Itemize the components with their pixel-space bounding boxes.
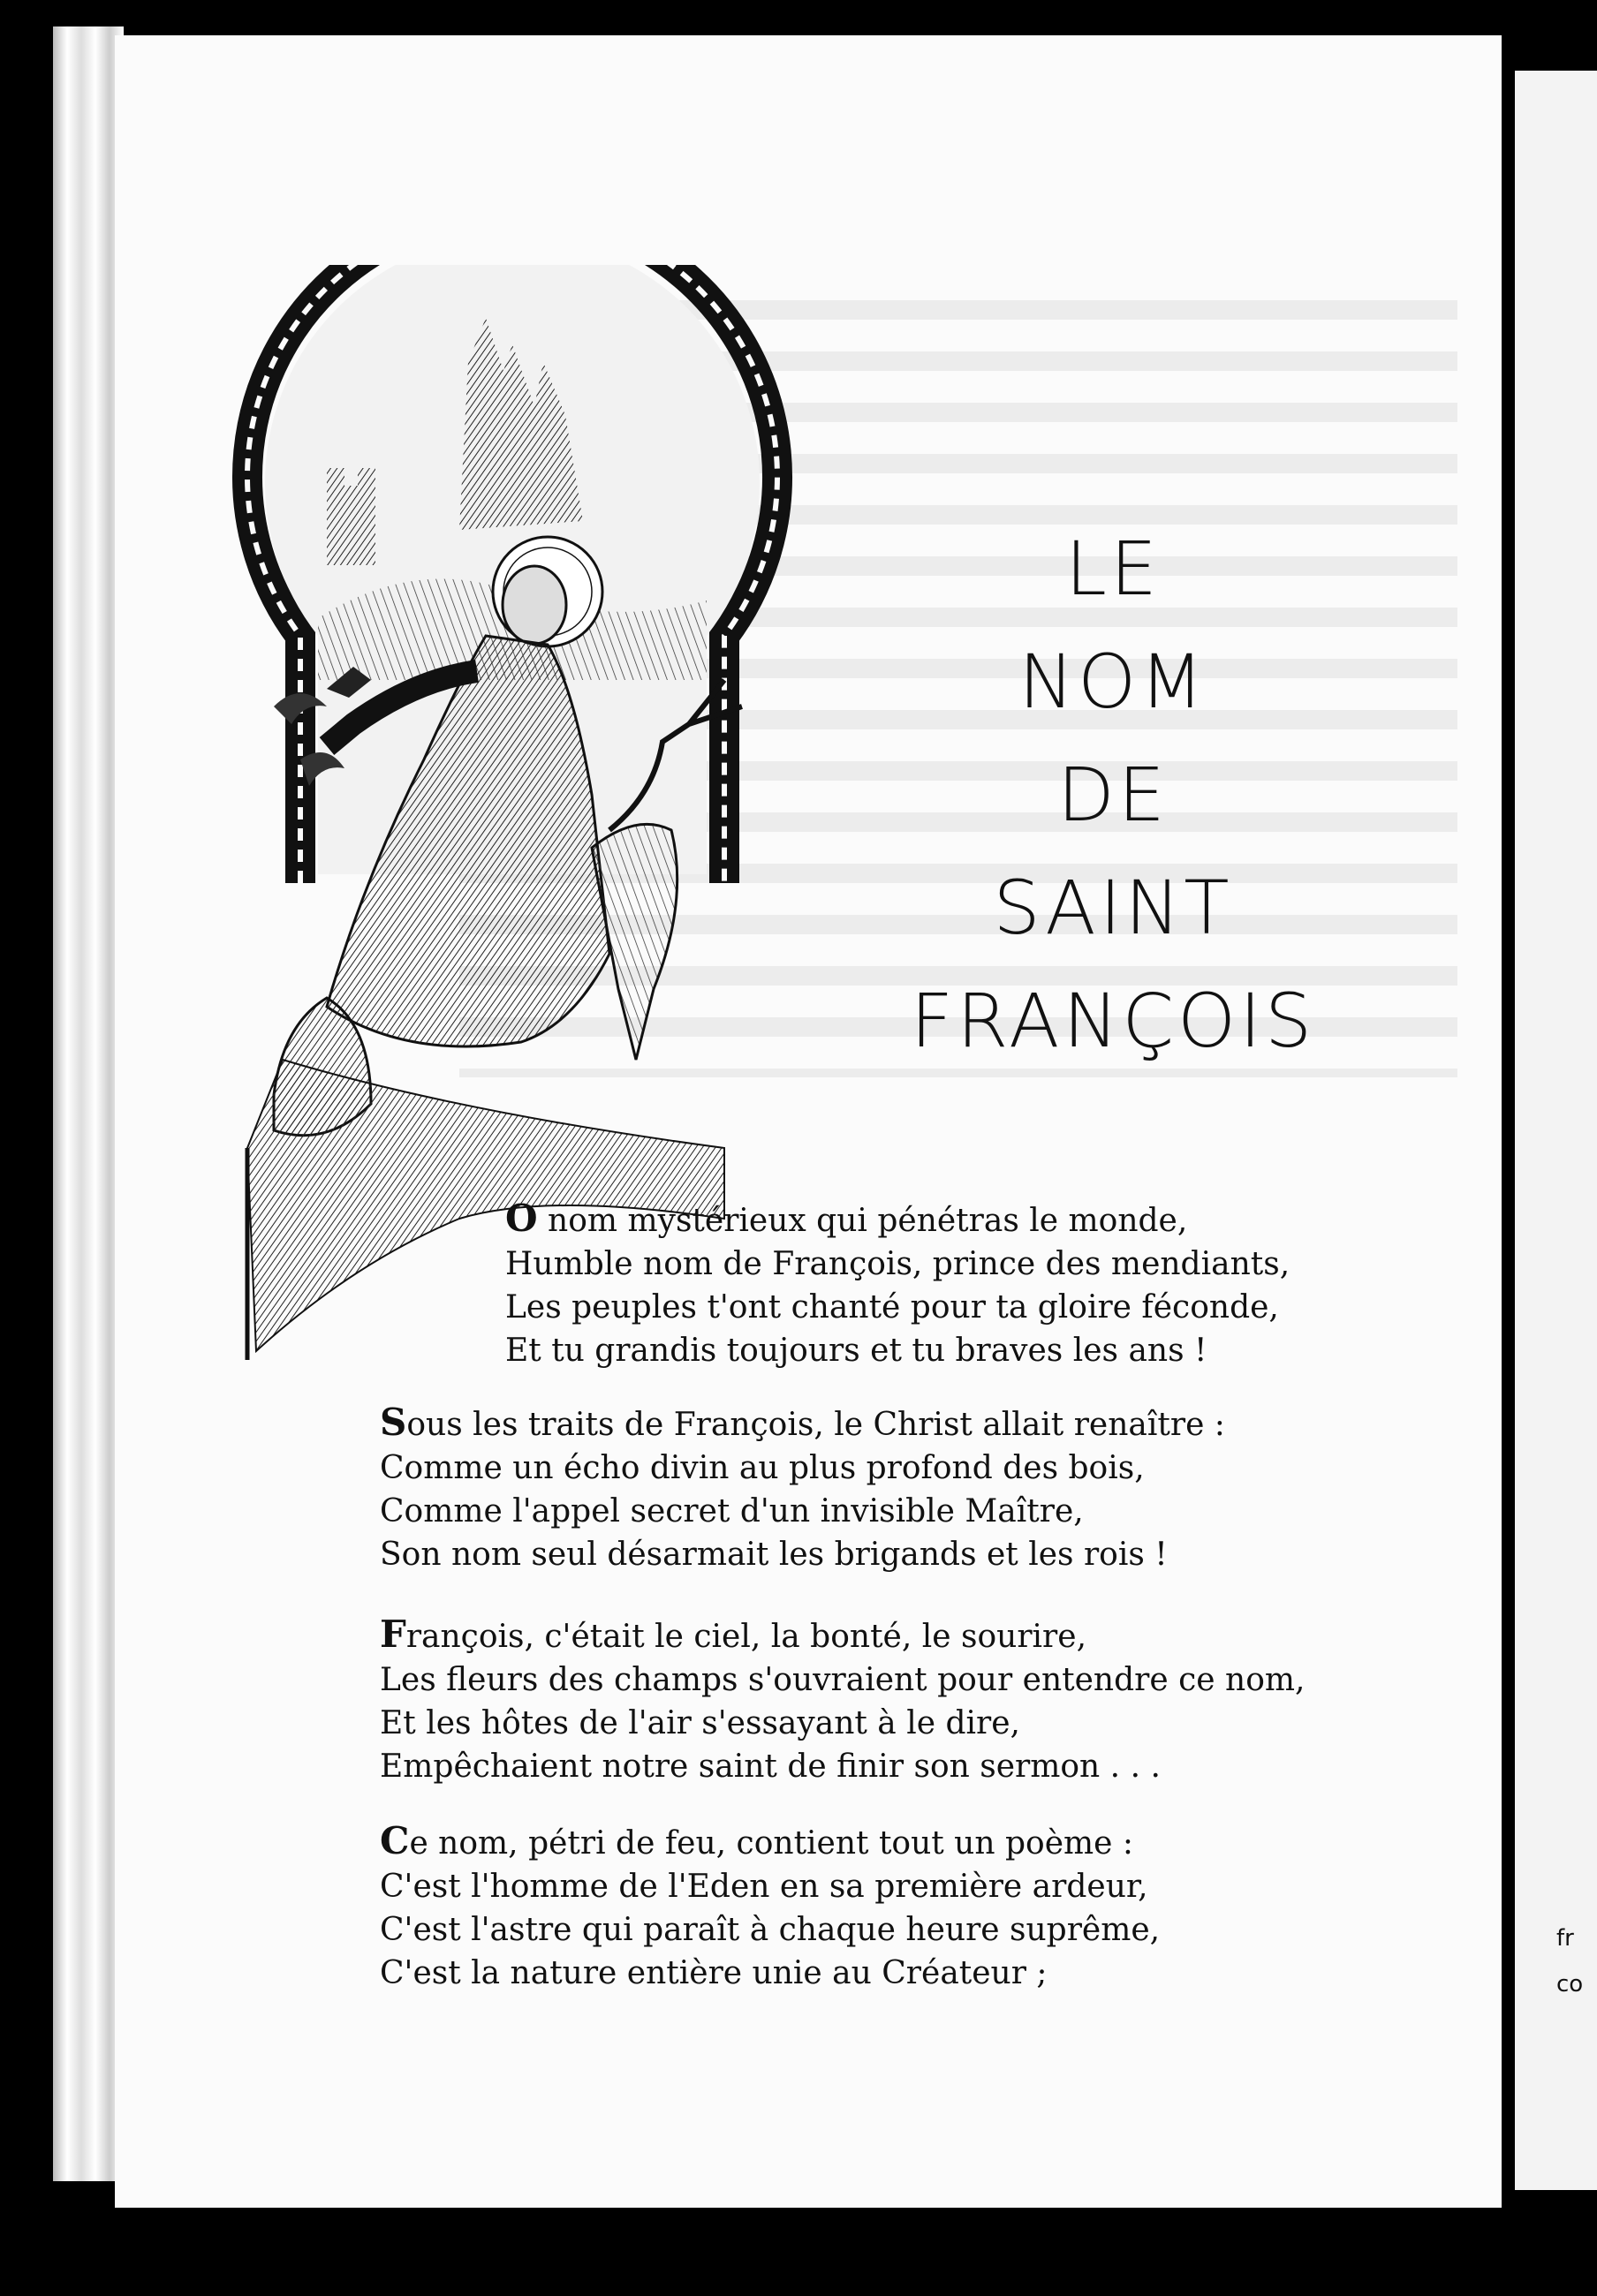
next-page-fragment-2: co xyxy=(1556,1971,1584,1998)
drop-cap: F xyxy=(380,1612,406,1656)
page-title xyxy=(830,512,1396,1077)
next-page-fragment-1: fr xyxy=(1556,1925,1574,1952)
stanza-1 xyxy=(505,1197,1290,1372)
verse-line: Les fleurs des champs s'ouvraient pour entendre ce nom, xyxy=(380,1662,1306,1698)
drop-cap: C xyxy=(380,1819,410,1862)
verse-line: O nom mystérieux qui pénétras le monde, xyxy=(505,1197,1188,1240)
title-line-1: LE xyxy=(1065,525,1161,612)
verse-line: Comme un écho divin au plus profond des bois, xyxy=(380,1450,1145,1486)
drop-cap: S xyxy=(380,1401,407,1444)
title-line-2: NOM xyxy=(1018,638,1207,725)
verse-line: Les peuples t'ont chanté pour ta gloire féconde, xyxy=(505,1289,1279,1325)
verse-line: Ce nom, pétri de feu, contient tout un poème : xyxy=(380,1819,1134,1862)
verse-line: Sous les traits de François, le Christ allait renaître : xyxy=(380,1401,1225,1444)
page-stack-edges xyxy=(53,26,124,2181)
title-line-3: DE xyxy=(1057,751,1169,838)
stanza-4 xyxy=(380,1819,1160,1995)
title-line-5: FRANÇOIS xyxy=(910,978,1316,1064)
title-line-4: SAINT xyxy=(993,865,1233,951)
verse-line: François, c'était le ciel, la bonté, le sourire, xyxy=(380,1612,1087,1656)
verse-line: Son nom seul désarmait les brigands et les rois ! xyxy=(380,1537,1168,1573)
verse-line: C'est l'astre qui paraît à chaque heure suprême, xyxy=(380,1912,1161,1948)
next-page-edge xyxy=(1515,71,1597,2190)
saint-francis-engraving-icon xyxy=(194,265,830,1360)
verse-line: C'est la nature entière unie au Créateur ; xyxy=(380,1955,1048,1991)
verse-line: Empêchaient notre saint de finir son sermon . . . xyxy=(380,1748,1161,1785)
stanza-3 xyxy=(380,1612,1305,1788)
verse-line: Comme l'appel secret d'un invisible Maître, xyxy=(380,1493,1084,1529)
verse-line: Humble nom de François, prince des mendiants, xyxy=(505,1246,1290,1282)
verse-line: Et les hôtes de l'air s'essayant à le dire, xyxy=(380,1705,1020,1741)
stanza-2 xyxy=(380,1401,1225,1576)
verse-line: Et tu grandis toujours et tu braves les ans ! xyxy=(505,1333,1207,1369)
verse-line: C'est l'homme de l'Eden en sa première ardeur, xyxy=(380,1869,1148,1905)
drop-cap: O xyxy=(505,1197,538,1240)
